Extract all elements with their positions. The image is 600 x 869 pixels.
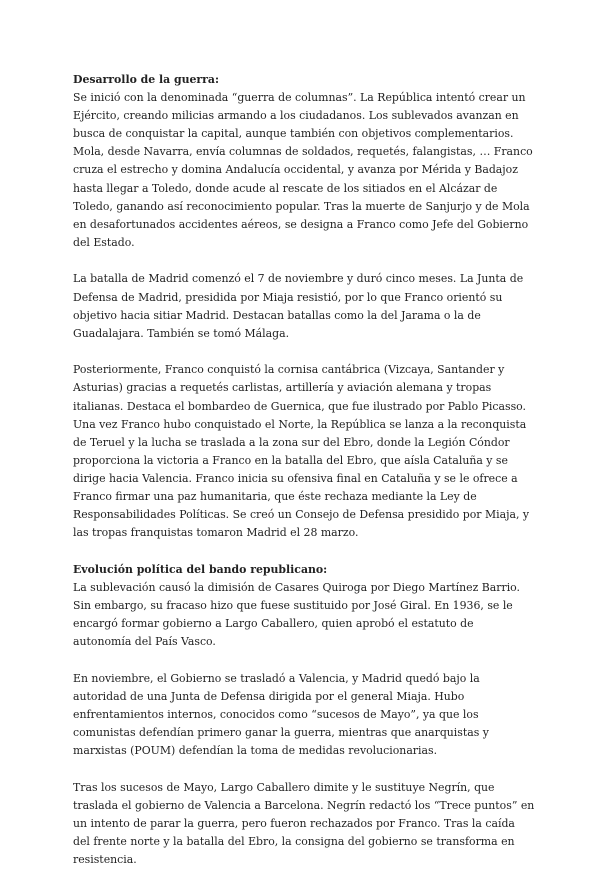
section-heading-evolucion: Evolución política del bando republicano: [73, 562, 328, 576]
paragraph: Tras los sucesos de Mayo, Largo Caballero dimite y le sustituye Negrín, que traslada el gobierno de Valencia a Barcelona. Negrín redactó los “Trece puntos” en un intento de parar la guerra, pero fueron rechazados por Franco. Tras la caída del frente norte y la batalla del Ebro, la consigna del gobierno se transforma en resistencia. [73, 780, 535, 867]
paragraph: En noviembre, el Gobierno se trasladó a Valencia, y Madrid quedó bajo la autoridad de una Junta de Defensa dirigida por el general Miaja. Hubo enfrentamientos internos, conocidos como “sucesos de Mayo”, ya que los comunistas defendían primero ganar la guerra, mientras que anarquistas y marxistas (POUM) defendían la toma de medidas revolucionarias. [73, 671, 489, 758]
paragraph: La sublevación causó la dimisión de Casares Quiroga por Diego Martínez Barrio. Sin embargo, su fracaso hizo que fuese sustituido por José Giral. En 1936, se le encargó formar gobierno a Largo Caballero, quien aprobó el estatuto de autonomía del País Vasco. [73, 580, 521, 649]
paragraph: Se inició con la denominada “guerra de columnas”. La República intentó crear un Ejército, creando milicias armando a los ciudadanos. Los sublevados avanzan en busca de conquistar la capital, aunque también con objetivos complementarios. Mola, desde Navarra, envía columnas de soldados, requetés, falangistas, … Franco cruza el estrecho y domina Andalucía occidental, y avanza por Mérida y Badajoz hasta llegar a Toledo, donde acude al rescate de los sitiados en el Alcázar de Toledo, ganando así reconocimiento popular. Tras la muerte de Sanjurjo y de Mola en desafortunados accidentes aéreos, se designa a Franco como Jefe del Gobierno del Estado. [73, 91, 533, 249]
document-page [73, 71, 535, 869]
paragraph: Posteriormente, Franco conquistó la cornisa cantábrica (Vizcaya, Santander y Asturias) gracias a requetés carlistas, artillería y aviación alemana y tropas italianas. Destaca el bombardeo de Guernica, que fue ilustrado por Pablo Picasso. Una vez Franco hubo conquistado el Norte, la República se lanza a la reconquista de Teruel y la lucha se traslada a la zona sur del Ebro, donde la Legión Cóndor proporciona la victoria a Franco en la batalla del Ebro, que aísla Cataluña y se dirige hacia Valencia. Franco inicia su ofensiva final en Cataluña y se le ofrece a Franco firmar una paz humanitaria, que éste rechaza mediante la Ley de Responsabilidades Políticas. Se creó un Consejo de Defensa presidido por Miaja, y las tropas franquistas tomaron Madrid el 28 marzo. [73, 363, 530, 540]
section-heading-desarrollo: Desarrollo de la guerra: [73, 73, 219, 86]
paragraph: La batalla de Madrid comenzó el 7 de noviembre y duró cinco meses. La Junta de Defensa de Madrid, presidida por Miaja resistió, por lo que Franco orientó su objetivo hacia sitiar Madrid. Destacan batallas como la del Jarama o la de Guadalajara. También se tomó Málaga. [73, 272, 524, 340]
